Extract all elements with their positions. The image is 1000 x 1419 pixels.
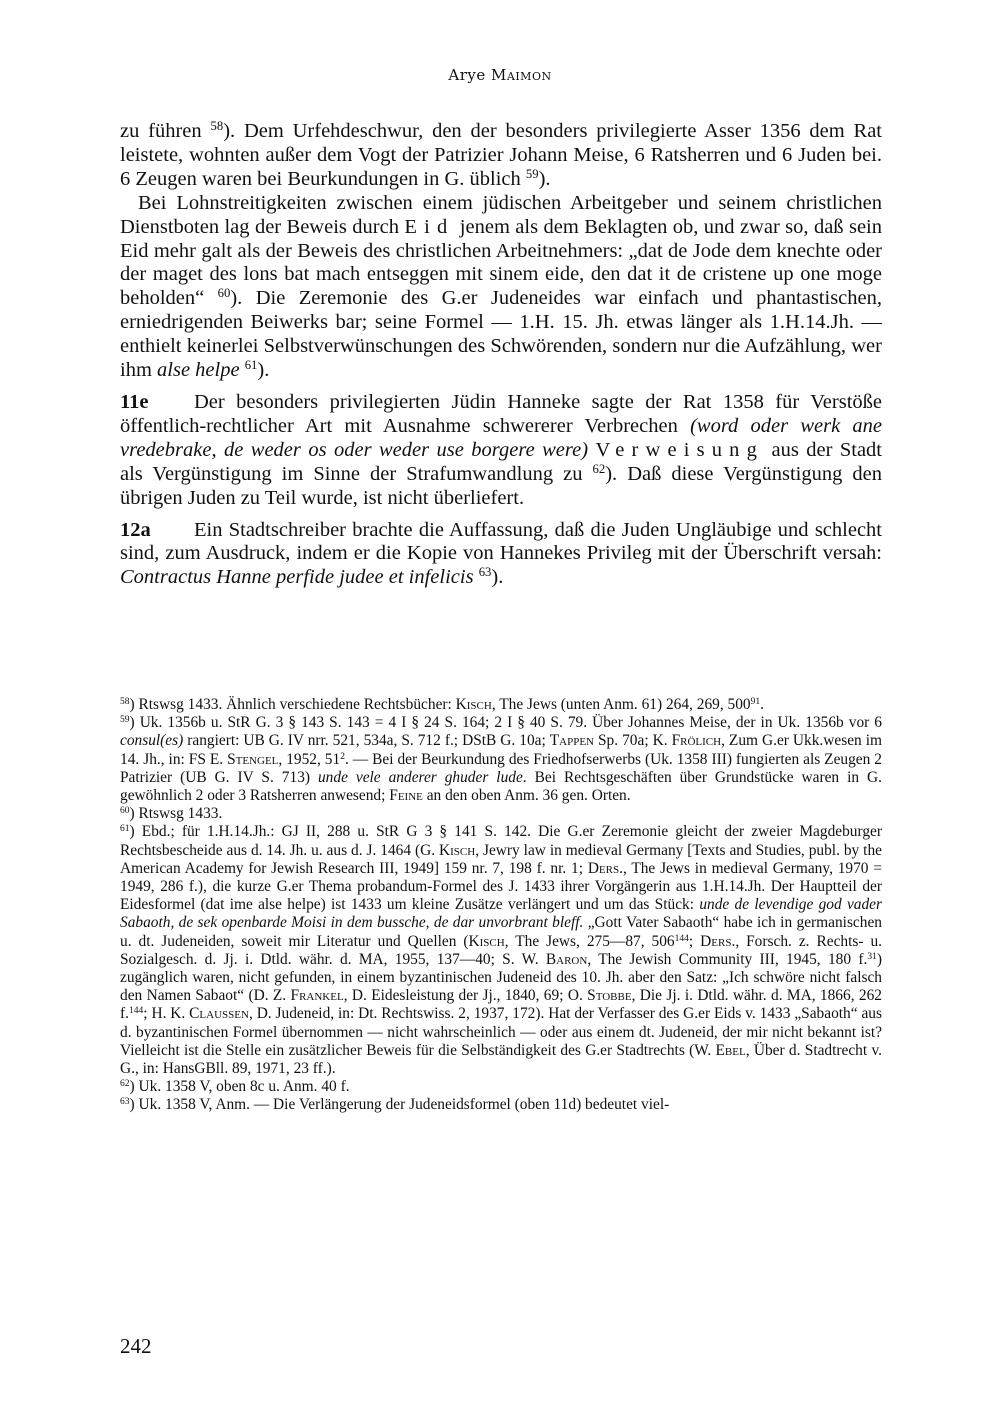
- author-last-name: Maimon: [491, 66, 552, 84]
- footnote-ref-58[interactable]: 58: [210, 119, 224, 134]
- paragraph-11e: 11e Der besonders privilegierten Jüdin Hanneke sagte der Rat 1358 für Verstöße öffentlich-rechtlicher Art mit Ausnahme schwererer Verbrechen (word oder werk ane vredebrake, de weder os oder weder use borgere were) Verweisung aus der Stadt als Vergünstigung im Sinne der Strafumwandlung zu $^{62}$). Daß diese Vergünstigung den übrigen Juden zu Teil wurde, ist nicht überliefert.: [120, 390, 882, 509]
- footnote-ref-62[interactable]: 62: [592, 461, 606, 476]
- italic-contractus-hanne: Contractus Hanne perfide judee et infelicis: [120, 566, 474, 589]
- footnote-62: $^{62}$) Uk. 1358 V, oben 8c u. Anm. 40 f.: [120, 1078, 350, 1096]
- section-number-11e: 11e: [120, 390, 149, 413]
- italic-quote-word-oder-werk: (word oder werk ane vredebrake, de weder os oder weder use borgere were): [120, 414, 882, 461]
- footnotes: [120, 696, 882, 1115]
- footnote-number-59: 59: [120, 713, 130, 725]
- running-head: [0, 66, 1000, 84]
- italic-alse-helpe: alse helpe: [157, 359, 240, 382]
- footnote-number-61: 61: [120, 823, 130, 835]
- footnote-58: $^{58}$) Rtswsg 1433. Ähnlich verschiedene Rechtsbücher: Kisch, The Jews (unten Anm. 61) 264, 269, $500^{91}$.: [120, 695, 765, 713]
- author-first-name: Arye: [448, 66, 486, 84]
- section-number-12a: 12a: [120, 518, 151, 541]
- spaced-word-verweisung: Verweisung: [595, 438, 765, 461]
- footnote-number-62: 62: [120, 1078, 130, 1090]
- footnote-ref-61[interactable]: 61: [244, 358, 258, 373]
- main-text: [120, 120, 882, 590]
- footnote-ref-60[interactable]: 60: [217, 286, 231, 301]
- footnote-number-58: 58: [120, 695, 130, 707]
- footnote-63: $^{63}$) Uk. 1358 V, Anm. — Die Verlängerung der Judeneidsformel (oben 11d) bedeutet viel-: [120, 1096, 670, 1114]
- footnote-ref-63[interactable]: 63: [478, 565, 492, 580]
- footnote-61: $^{61}$) Ebd.; für 1.H.14.Jh.: GJ II, 288 u. StR G 3 § 141 S. 142. Die G.er Zeremonie gleicht der zweier Magdeburger Rechtsbescheide aus d. 14. Jh. u. aus d. J. 1464 (G. Kisch, Jewry law in medieval Germany [Texts and Studies, publ. by the American Academy for Jewish Research III, 1949] 159 nr. 7, 198 f. nr. 1; Ders., The Jews in medieval Germany, 1970 = 1949, 286 f.), die kurze G.er Thema probandum-Formel des J. 1433 ihrer Vorgängerin aus 1.H.14.Jh. Der Hauptteil der Eidesformel (dat ime alse helpe) ist 1433 um kleine Zusätze verlängert und um das Stück: unde de levendige god vader Sabaoth, de sek openbarde Moisi in dem bussche, de dar unvorbrant bleff. „Gott Vater Sabaoth“ habe ich in germanischen u. dt. Judeneiden, soweit mir Literatur und Quellen (Kisch, The Jews, 275—87, $506^{144}$; Ders., Forsch. z. Rechts- u. Sozialgesch. d. Jj. i. Dtld. währ. d. MA, 1955, 137—40; S. W. Baron, The Jewish Community III, 1945, 180 f.$^{31}$) zugänglich waren, nicht gefunden, in einem byzantinischen Judeneid des 10. Jh. aber den Satz: „Ich schwöre nicht falsch den Namen Sabaot“ (D. Z. Frankel, D. Eidesleistung der Jj., 1840, 69; O. Stobbe, Die Jj. i. Dtld. währ. d. MA, 1866, 262 f.$^{144}$; H. K. Claussen, D. Judeneid, in: Dt. Rechtswiss. 2, 1937, 172). Hat der Verfasser des G.er Eids v. 1433 „Sabaoth“ aus d. byzantinischen Formel übernommen — nicht wahrscheinlich — oder aus einem dt. Judeneid, der mir nicht bekannt ist? Vielleicht ist die Stelle ein zusätzlicher Beweis für die Selbständigkeit des G.er Stadtrechts (W. Ebel, Über d. Stadtrecht v. G., in: HansGBll. 89, 1971, 23 ff.).: [120, 823, 883, 1078]
- footnote-59: $^{59}$) Uk. 1356b u. StR G. 3 § 143 S. 143 = 4 I § 24 S. 164; 2 I § 40 S. 79. Über Johannes Meise, der in Uk. 1356b vor 6 consul(es) rangiert: UB G. IV nrr. 521, 534a, S. 712 f.; DStB G. 10a; Tappen Sp. 70a; K. Frölich, Zum G.er Ukk.wesen im 14. Jh., in: FS E. Stengel, 1952, $51^2$. — Bei der Beurkundung des Friedhofserwerbs (Uk. 1358 III) fungierten als Zeugen 2 Patrizier (UB G. IV S. 713) unde vele anderer ghuder lude. Bei Rechtsgeschäften über Grundstücke waren in G. gewöhnlich 2 oder 3 Ratsherren anwesend; Feine an den oben Anm. 36 gen. Orten.: [120, 713, 882, 805]
- paragraph-12a: 12a Ein Stadtschreiber brachte die Auffassung, daß die Juden Ungläubige und schlecht sind, zum Ausdruck, indem er die Kopie von Hannekes Privileg mit der Überschrift versah: Contractus Hanne perfide judee et infelicis $^{63}$).: [120, 518, 882, 589]
- footnote-number-60: 60: [120, 804, 130, 816]
- page-number: 242: [120, 1334, 152, 1358]
- paragraph-2: Bei Lohnstreitigkeiten zwischen einem jüdischen Arbeitgeber und seinem christlichen Dienstboten lag der Beweis durch Eid jenem als dem Beklagten ob, und zwar so, daß sein Eid mehr galt als der Beweis des christlichen Arbeitnehmers: „dat de Jode dem knechte oder der maget des lons bat mach entseggen mit sinem eide, den dat it de cristene up one moge beholden“ $^{60}$). Die Zeremonie des G.er Judeneides war einfach und phantastischen, erniedrigenden Beiwerks bar; seine Formel — 1.H. 15. Jh. etwas länger als 1.H.14.Jh. — enthielt keinerlei Selbstverwünschungen des Schwörenden, sondern nur die Aufzählung, wer ihm alse helpe $^{61}$).: [120, 191, 882, 382]
- footnote-ref-59[interactable]: 59: [525, 166, 539, 181]
- footnote-number-63: 63: [120, 1096, 130, 1108]
- spaced-word-eid: Eid: [404, 215, 455, 238]
- footnote-60: $^{60}$) Rtswsg 1433.: [120, 804, 223, 823]
- paragraph-1: zu führen $^{58}$). Dem Urfehdeschwur, den der besonders privilegierte Asser 1356 dem Rat leistete, wohnten außer dem Vogt der Patrizier Johann Meise, 6 Ratsherren und 6 Juden bei. 6 Zeugen waren bei Beurkundungen in G. üblich $^{59}$).: [120, 119, 883, 190]
